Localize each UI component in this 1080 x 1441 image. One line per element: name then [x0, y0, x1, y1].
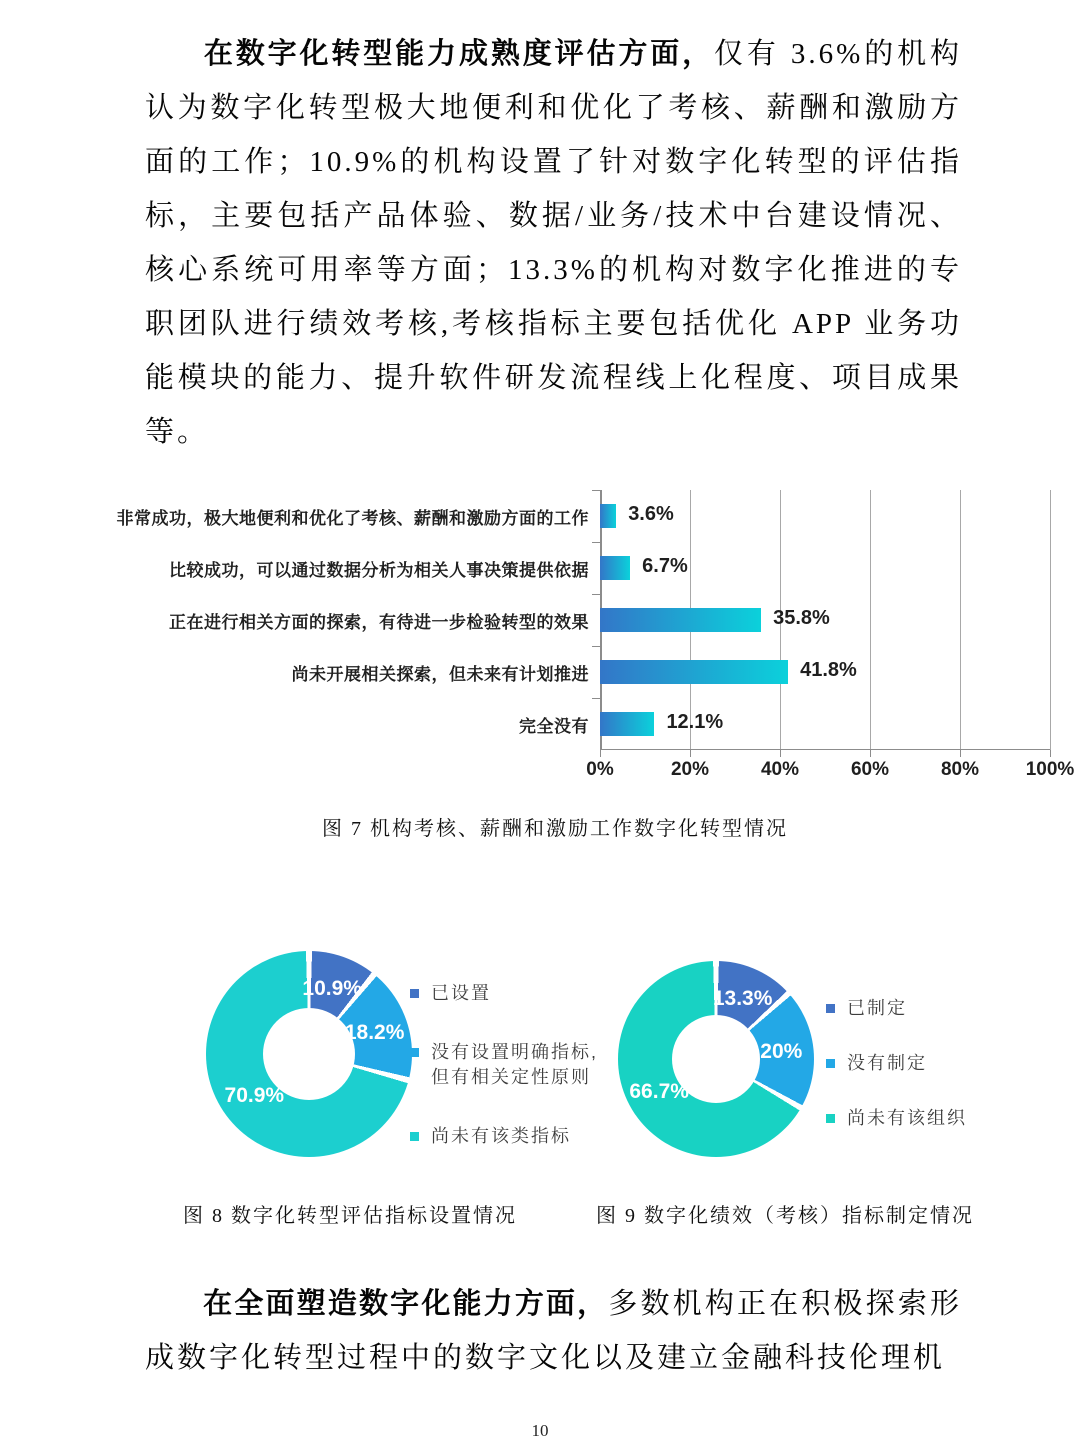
fig8-caption: 图 8 数字化转型评估指标设置情况: [183, 1205, 517, 1227]
fig7-caption: 图 7 机构考核、薪酬和激励工作数字化转型情况: [322, 818, 788, 840]
slice-value-label: 13.3%: [712, 986, 773, 1010]
x-axis-tick: [780, 750, 781, 757]
legend-label: [431, 981, 491, 1006]
bar-chart-x-axis: [60, 750, 1075, 788]
legend-label: [431, 1124, 571, 1149]
donut-chart-fig9: [618, 961, 814, 1157]
legend-marker: [826, 1114, 835, 1123]
slice-value-label: 70.9%: [224, 1084, 285, 1108]
legend-marker: [410, 1048, 419, 1057]
bar: [600, 660, 788, 684]
bar-row: [60, 594, 1050, 646]
bar-track: [600, 594, 1050, 646]
bar-category-label: 完全没有: [519, 716, 589, 736]
bar-chart-plot-area: [60, 490, 1050, 750]
x-axis-tick: [1050, 750, 1051, 757]
bar: [600, 556, 630, 580]
page-number: 10: [531, 1421, 549, 1440]
x-axis-tick-label: 80%: [940, 759, 980, 780]
bar: [600, 608, 761, 632]
donut-chart-fig8: [206, 951, 412, 1157]
bar-row: [60, 646, 1050, 698]
paragraph-2: [145, 1277, 962, 1385]
x-axis-tick-label: 100%: [1025, 759, 1075, 780]
bar-category-label: 尚未开展相关探索，但未来有计划推进: [291, 664, 589, 684]
slice-value-label: 10.9%: [302, 976, 362, 1000]
fig8-legend: [410, 981, 598, 1183]
x-axis-tick: [690, 750, 691, 757]
bar-value-label: 6.7%: [642, 555, 688, 577]
bar-category-label: 正在进行相关方面的探索，有待进一步检验转型的效果: [169, 612, 589, 632]
bar-track: [600, 542, 1050, 594]
legend-label: [847, 996, 907, 1021]
bar-track: [600, 646, 1050, 698]
legend-marker: [826, 1004, 835, 1013]
legend-item: [410, 981, 598, 1006]
gridline: [1050, 490, 1051, 750]
donut-figures-row: [0, 941, 1080, 1241]
bar-row: [60, 490, 1050, 542]
legend-label: [847, 1051, 927, 1076]
x-axis-tick-label: 40%: [760, 759, 800, 780]
legend-item: [410, 1040, 598, 1090]
paragraph-1: [145, 0, 962, 459]
legend-label-line: 没有设置明确指标,: [431, 1042, 599, 1062]
bar-category-label: 非常成功，极大地便利和优化了考核、薪酬和激励方面的工作: [116, 508, 589, 528]
bar-value-label: 12.1%: [666, 711, 724, 733]
fig9-legend: [826, 996, 967, 1161]
x-axis-tick: [600, 750, 601, 757]
bar-track: [600, 490, 1050, 542]
legend-item: [410, 1124, 598, 1149]
legend-marker: [826, 1059, 835, 1068]
bar-chart-fig7: [60, 490, 1075, 841]
bar: [600, 712, 654, 736]
legend-item: [826, 996, 967, 1021]
legend-label-line: 尚未有该类指标: [431, 1126, 571, 1146]
bar-value-label: 3.6%: [628, 503, 674, 525]
x-axis-tick-label: 60%: [850, 759, 890, 780]
paragraph-1-body: 仅有 3.6%的机构认为数字化转型极大地便利和优化了考核、薪酬和激励方面的工作；10.9%的机构设置了针对数字化转型的评估指标，主要包括产品体验、数据/业务/技术中台建设情况、核心系统可用率等方面；13.3%的机构对数字化推进的专职团队进行绩效考核,考核指标主要包括优化 APP 业务功能模块的能力、提升软件研发流程线上化程度、项目成果等。: [145, 38, 962, 448]
bar-value-label: 41.8%: [800, 659, 857, 681]
x-axis-tick: [960, 750, 961, 757]
x-axis-tick: [870, 750, 871, 757]
legend-marker: [410, 989, 419, 998]
paragraph-2-body: 多数机构正在积极探索形成数字化转型过程中的数字文化以及建立金融科技伦理机: [145, 1288, 962, 1374]
bar-category-label: 比较成功，可以通过数据分析为相关人事决策提供依据: [169, 560, 589, 580]
bar-value-label: 35.8%: [773, 607, 830, 629]
bar-row: [60, 698, 1050, 750]
bar-track: [600, 698, 1050, 750]
x-axis-tick-label: 0%: [586, 759, 614, 780]
slice-value-label: 20%: [760, 1039, 803, 1063]
legend-item: [826, 1051, 967, 1076]
bar: [600, 504, 616, 528]
legend-label-line: 没有制定: [847, 1053, 927, 1073]
legend-label: [847, 1106, 967, 1131]
legend-marker: [410, 1132, 419, 1141]
legend-item: [826, 1106, 967, 1131]
fig9-caption: 图 9 数字化绩效（考核）指标制定情况: [596, 1205, 974, 1227]
legend-label-line: 已制定: [847, 998, 907, 1018]
slice-value-label: 66.7%: [629, 1079, 689, 1103]
x-axis-tick-label: 20%: [670, 759, 710, 780]
paragraph-1-lead: 在数字化转型能力成熟度评估方面，: [203, 38, 715, 70]
bar-row: [60, 542, 1050, 594]
legend-label: [431, 1040, 598, 1090]
paragraph-2-lead: 在全面塑造数字化能力方面，: [203, 1288, 609, 1320]
slice-value-label: 18.2%: [344, 1020, 405, 1044]
legend-label-line: 尚未有该组织: [847, 1108, 967, 1128]
legend-label-line: 但有相关定性原则: [431, 1067, 591, 1087]
legend-label-line: 已设置: [431, 983, 491, 1003]
